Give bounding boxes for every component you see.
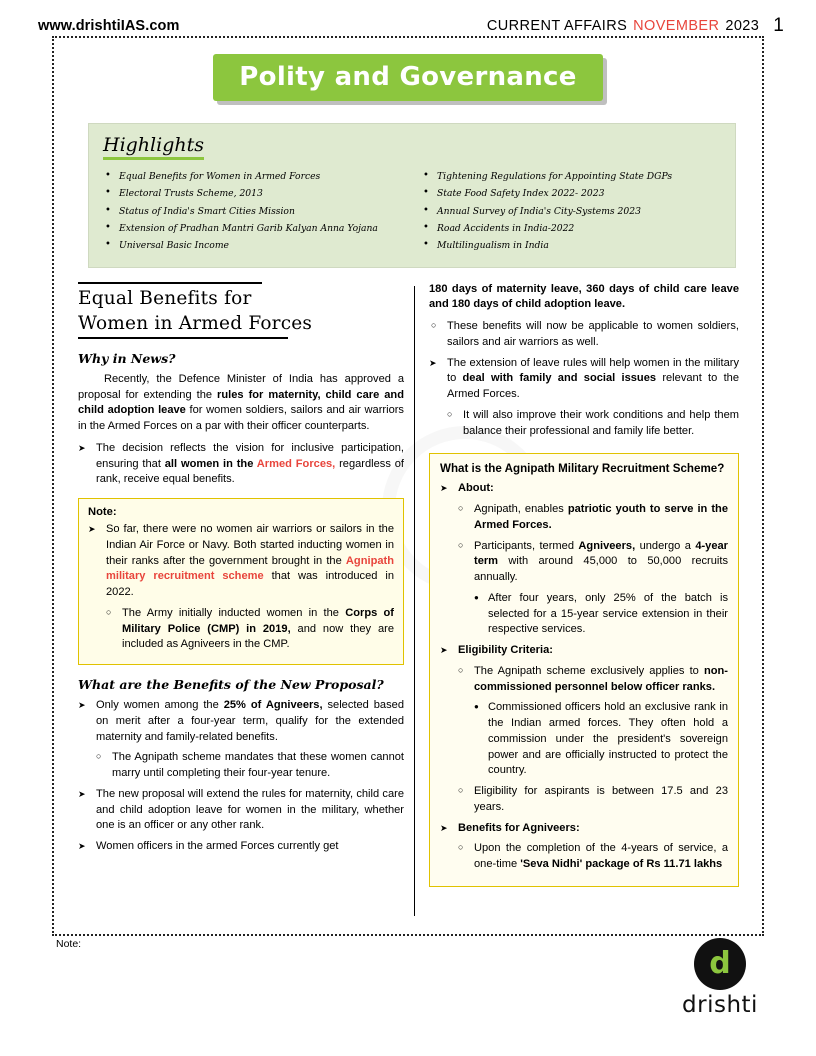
list-item bbox=[88, 522, 394, 601]
current-affairs-label: CURRENT AFFAIRS bbox=[486, 18, 628, 34]
highlights-columns bbox=[103, 168, 721, 255]
benefits-continued-list bbox=[429, 319, 739, 439]
list-item bbox=[78, 441, 404, 488]
list-item bbox=[440, 481, 728, 497]
benefits-heading: What are the Benefits of the New Proposal? bbox=[78, 677, 384, 693]
text-fragment: The Agnipath scheme exclusively applies to bbox=[474, 664, 704, 677]
agnipath-box-title: What is the Agnipath Military Recruitment Scheme? bbox=[440, 462, 725, 476]
list-item bbox=[78, 698, 404, 745]
drishti-logo bbox=[668, 938, 772, 1018]
agnipath-box-list bbox=[440, 481, 728, 873]
why-in-news-list bbox=[78, 441, 404, 488]
text-fragment: for women soldiers, sailors and air warriors in the Armed Forces on a par with their officer counterparts. bbox=[78, 404, 404, 433]
list-item bbox=[440, 821, 728, 837]
text-fragment: So far, there were no women air warriors or sailors in the Indian Air Force or Navy. Both started inducting women in their ranks after the government brought in the bbox=[106, 523, 394, 567]
text-fragment-bold: 'Seva Nidhi' package of Rs 11.71 lakhs bbox=[520, 858, 723, 871]
text-fragment-bold: rules for maternity, child care and child adoption leave bbox=[78, 388, 404, 417]
list-item bbox=[456, 664, 728, 696]
list-item: • Extension of Pradhan Mantri Garib Kalyan Anna Yojana bbox=[103, 220, 403, 237]
text-fragment: Participants, termed bbox=[474, 539, 579, 552]
benefits-list bbox=[78, 698, 404, 855]
logo-wordmark: drishti bbox=[682, 992, 758, 1018]
logo-letter: d bbox=[709, 946, 731, 981]
article-body bbox=[70, 282, 746, 916]
article-title-line2: Women in Armed Forces bbox=[78, 312, 313, 334]
list-item bbox=[429, 356, 739, 403]
list-item: ● After four years, only 25% of the batch is selected for a 15-year service extension in their respective services. bbox=[472, 591, 728, 638]
text-fragment-highlight: Agnipath military recruitment scheme bbox=[106, 554, 394, 583]
text-fragment: Women officers in the armed Forces currently get bbox=[96, 840, 339, 853]
text-fragment: regardless of rank, receive equal benefits. bbox=[96, 457, 404, 486]
text-fragment-bold: About: bbox=[458, 482, 494, 495]
column-divider bbox=[414, 286, 415, 916]
left-column bbox=[78, 282, 414, 916]
why-in-news-paragraph bbox=[78, 372, 404, 435]
list-item: • State Food Safety Index 2022- 2023 bbox=[421, 185, 721, 202]
text-fragment: The decision reflects the vision for inclusive participation, ensuring that bbox=[96, 441, 404, 470]
text-fragment: and now they are included as Agniveers in the CMP. bbox=[122, 622, 394, 651]
list-item: • Universal Basic Income bbox=[103, 237, 403, 254]
list-item: • Status of India's Smart Cities Mission bbox=[103, 203, 403, 220]
text-fragment-bold: all women in the bbox=[164, 457, 257, 470]
list-item: ○ Eligibility for aspirants is between 17.5 and 23 years. bbox=[456, 784, 728, 816]
highlights-box bbox=[88, 123, 736, 268]
list-item: • Multilingualism in India bbox=[421, 237, 721, 254]
list-item bbox=[456, 502, 728, 534]
text-fragment-bold: patriotic youth to serve in the Armed Forces. bbox=[474, 503, 728, 531]
list-item: • Electoral Trusts Scheme, 2013 bbox=[103, 185, 403, 202]
highlights-right-column bbox=[421, 168, 721, 255]
footer-note-label: Note: bbox=[56, 938, 82, 950]
why-in-news-heading: Why in News? bbox=[78, 350, 176, 366]
text-fragment: that was introduced in 2022. bbox=[106, 570, 394, 599]
logo-icon bbox=[694, 938, 746, 990]
section-banner-wrap bbox=[70, 54, 746, 101]
text-fragment: The Army initially inducted women in the bbox=[122, 606, 346, 619]
benefits-continued-paragraph bbox=[429, 282, 739, 314]
title-rule-bottom bbox=[78, 337, 288, 339]
text-fragment: undergo a bbox=[635, 539, 696, 552]
text-fragment-bold: deal with family and social issues bbox=[462, 372, 657, 385]
issue-year: 2023 bbox=[725, 18, 760, 34]
text-fragment: with around 45,000 to 50,000 recruits annually. bbox=[474, 555, 728, 584]
list-item bbox=[78, 839, 404, 855]
text-fragment: The extension of leave rules will help women in the military to bbox=[447, 356, 739, 385]
page-number: 1 bbox=[773, 15, 784, 36]
text-fragment-bold: 4-year term bbox=[474, 539, 729, 568]
agnipath-scheme-box bbox=[429, 453, 739, 887]
text-fragment: Only women among the bbox=[96, 699, 224, 712]
highlights-title: Highlights bbox=[103, 134, 204, 160]
right-column bbox=[421, 282, 739, 916]
list-item: ➤ The new proposal will extend the rules for maternity, child care and child adoption leave for women in the military, whether one is an officer or any other rank. bbox=[78, 787, 404, 834]
text-fragment-highlight: Armed Forces, bbox=[256, 457, 336, 470]
list-item: • Annual Survey of India's City-Systems 2023 bbox=[421, 203, 721, 220]
text-fragment: Agnipath, enables bbox=[474, 503, 568, 516]
list-item: • Tightening Regulations for Appointing State DGPs bbox=[421, 168, 721, 185]
note-box bbox=[78, 498, 404, 665]
list-item: ○ These benefits will now be applicable to women soldiers, sailors and air warriors as well. bbox=[429, 319, 739, 351]
header-right-group bbox=[487, 14, 784, 36]
list-item bbox=[104, 606, 394, 653]
list-item bbox=[440, 643, 728, 659]
text-fragment-bold: Eligibility Criteria: bbox=[458, 644, 553, 657]
list-item: • Road Accidents in India-2022 bbox=[421, 220, 721, 237]
text-fragment-bold: Corps of Military Police (CMP) in 2019, bbox=[122, 606, 394, 635]
text-fragment-bold: 25% of Agniveers, bbox=[223, 699, 323, 712]
list-item: • Equal Benefits for Women in Armed Forces bbox=[103, 168, 403, 185]
text-fragment-bold: Agniveers, bbox=[578, 539, 636, 552]
list-item bbox=[456, 841, 728, 873]
list-item: ● Commissioned officers hold an exclusive rank in the Indian armed forces. They often hold a commission under the president's sovereign power and are officially instructed to protect the country. bbox=[472, 700, 728, 779]
text-fragment: Upon the completion of the 4-years of service, a one-time bbox=[474, 842, 728, 871]
list-item: ○ The Agnipath scheme mandates that these women cannot marry until completing their four-year tenure. bbox=[94, 750, 404, 782]
note-box-title: Note: bbox=[88, 506, 117, 519]
text-fragment: relevant to the Armed Forces. bbox=[447, 372, 739, 401]
text-fragment-bold: 180 days of maternity leave, 360 days of child care leave and 180 days of child adoption leave. bbox=[429, 282, 739, 311]
text-fragment-bold: non-commissioned personnel below officer ranks. bbox=[474, 664, 728, 693]
section-title-banner: Polity and Governance bbox=[213, 54, 602, 101]
article-title-line1: Equal Benefits for bbox=[78, 287, 252, 309]
list-item: ○ It will also improve their work conditions and help them balance their professional and family life better. bbox=[445, 408, 739, 440]
page-content bbox=[52, 36, 764, 936]
text-fragment: selected based on merit after a four-year term, qualify for the extended maternity and family-related benefits. bbox=[96, 699, 404, 743]
text-fragment-bold: Benefits for Agniveers: bbox=[458, 821, 580, 834]
issue-month: NOVEMBER bbox=[633, 18, 720, 34]
site-url: www.drishtiIAS.com bbox=[38, 18, 180, 34]
title-rule-top bbox=[78, 282, 262, 284]
note-box-list bbox=[88, 522, 394, 653]
highlights-left-column bbox=[103, 168, 403, 255]
list-item bbox=[456, 539, 728, 586]
text-fragment: Recently, the Defence Minister of India has approved a proposal for extending the bbox=[78, 372, 404, 401]
